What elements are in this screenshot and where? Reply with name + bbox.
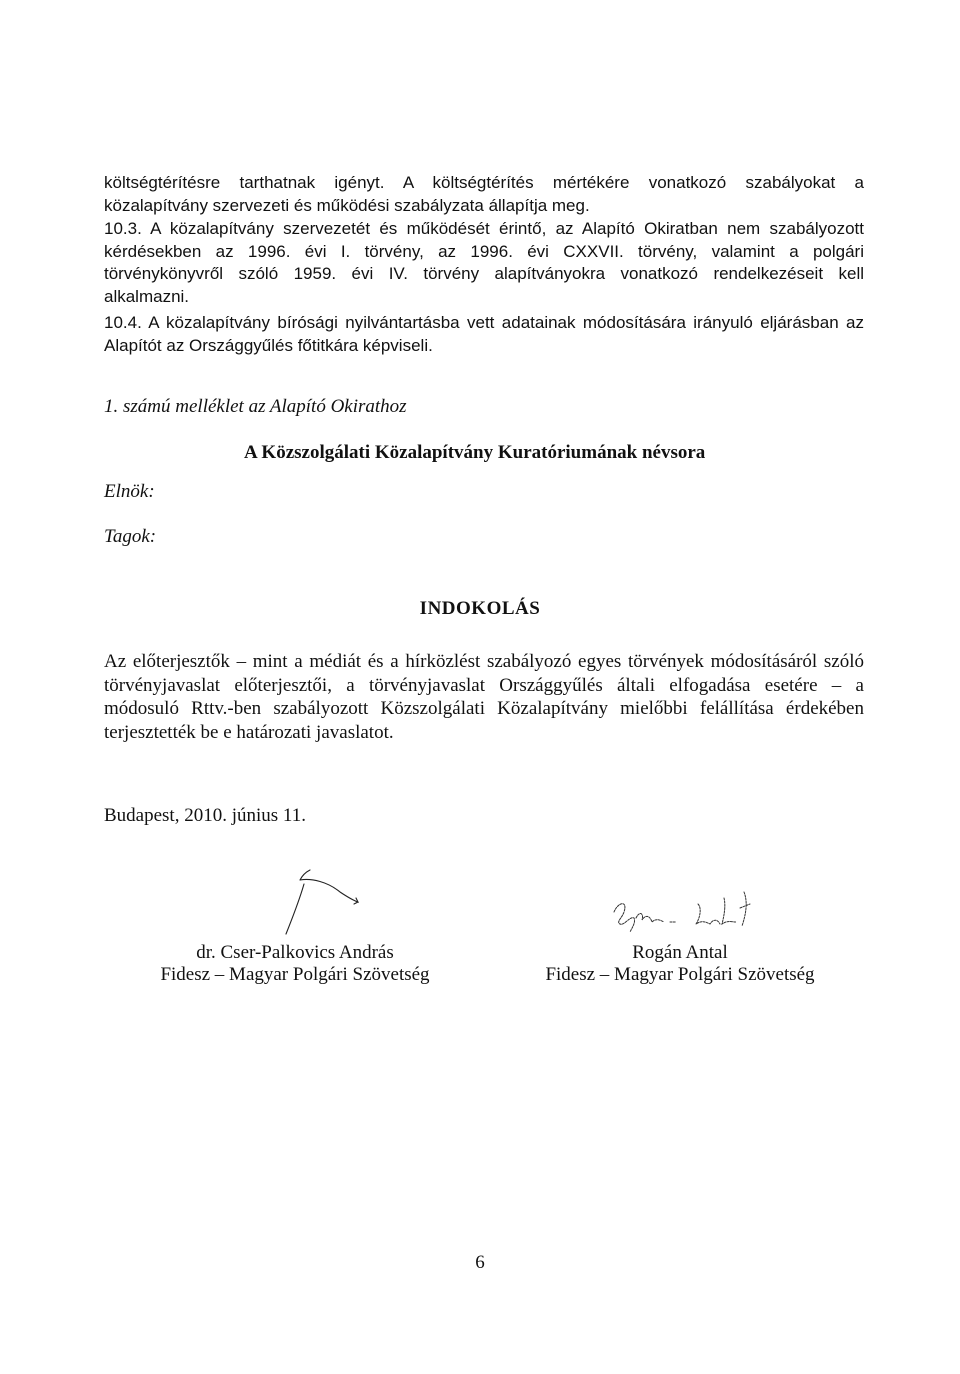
- text-line: törvénykönyvről szóló 1959. évi IV. törvény alapítványokra vonatkozó rendelkezéseit kell: [104, 264, 864, 283]
- text-line: módosuló Rttv.-ben szabályozott Közszolgálati Közalapítvány mielőbbi felállítása érdekében: [104, 698, 864, 719]
- justification-paragraph: [104, 650, 864, 744]
- text-line: költségtérítésre tarthatnak igényt. A költségtérítés mértékére vonatkozó szabályokat a: [104, 173, 864, 192]
- justification-title: INDOKOLÁS: [419, 598, 541, 619]
- page-number: 6: [475, 1252, 485, 1273]
- signatory-party: Fidesz – Magyar Polgári Szövetség: [160, 964, 430, 985]
- signatory-left: [140, 942, 450, 986]
- board-title: A Közszolgálati Közalapítvány Kuratóriumának névsora: [244, 442, 706, 463]
- signatory-right: [530, 942, 830, 986]
- members-label: Tagok:: [104, 526, 157, 547]
- text-line: 10.3. A közalapítvány szervezetét és működését érintő, az Alapító Okiratban nem szabályozott: [104, 219, 864, 238]
- text-line: kérdésekben az 1996. évi I. törvény, az 1996. évi CXXVII. törvény, valamint a polgári: [104, 241, 864, 261]
- signatory-name: dr. Cser-Palkovics András: [196, 942, 394, 963]
- text-line: terjesztették be e határozati javaslatot.: [104, 721, 394, 743]
- chair-label: Elnök:: [104, 481, 155, 502]
- signature-right: [606, 888, 762, 934]
- text-line: közalapítvány szervezeti és működési szabályzata állapítja meg.: [104, 195, 590, 215]
- signatory-party: Fidesz – Magyar Polgári Szövetség: [545, 964, 815, 985]
- signatory-name: Rogán Antal: [632, 942, 728, 963]
- text-line: alkalmazni.: [104, 286, 190, 306]
- section-10-4-paragraph: [104, 312, 864, 357]
- text-line: törvényjavaslat előterjesztői, a törvényjavaslat Országgyűlés általi elfogadása esetére – a: [104, 674, 864, 696]
- text-line: Alapítót az Országgyűlés főtitkára képviseli.: [104, 335, 433, 355]
- section-10-3-paragraph: [104, 218, 864, 308]
- signature-left: [276, 862, 376, 940]
- text-line: Az előterjesztők – mint a médiát és a hírközlést szabályozó egyes törvények módosításáról szóló: [104, 651, 864, 672]
- intro-paragraph: [104, 172, 864, 217]
- text-line: 10.4. A közalapítvány bírósági nyilvántartásba vett adatainak módosítására irányuló eljárásban az: [104, 313, 864, 332]
- place-date: Budapest, 2010. június 11.: [104, 805, 306, 826]
- annex-title: 1. számú melléklet az Alapító Okirathoz: [104, 396, 407, 417]
